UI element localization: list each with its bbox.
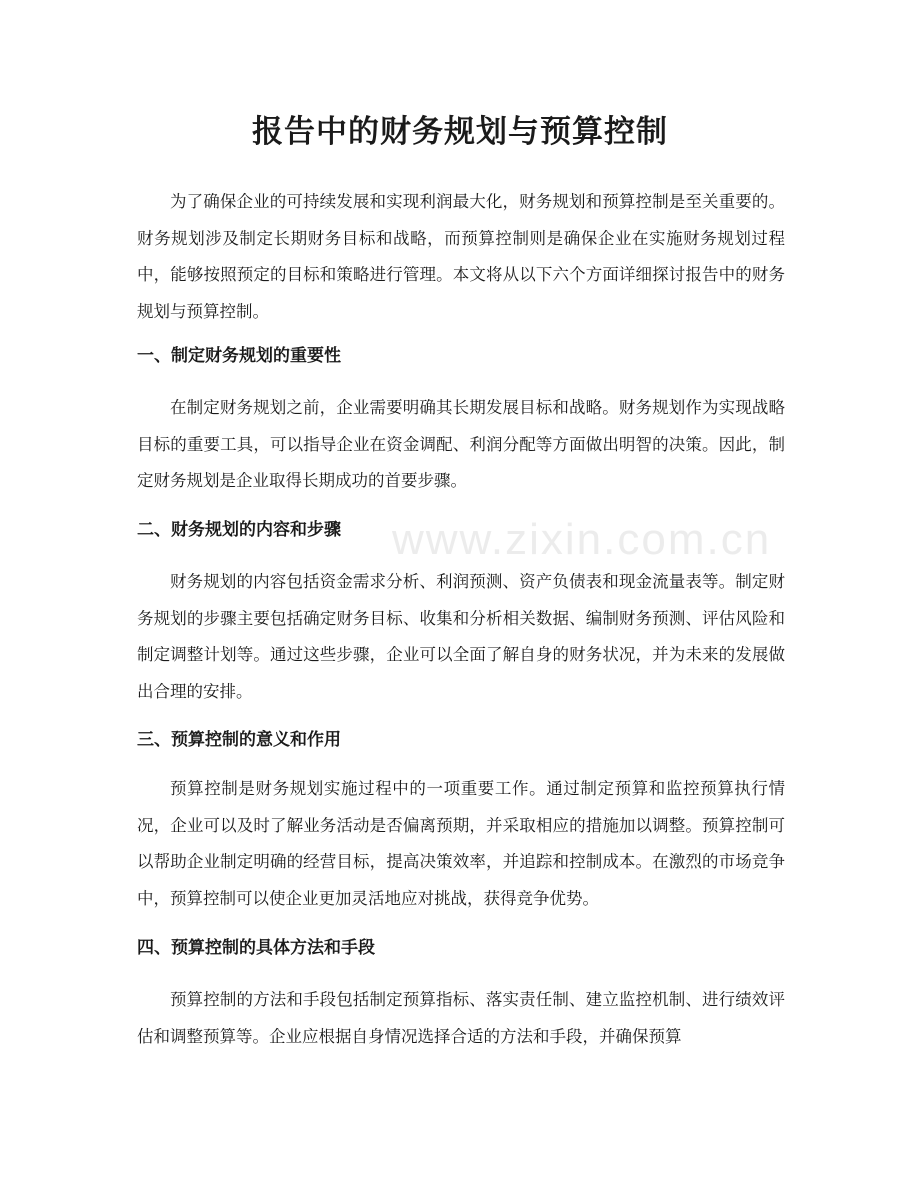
section-body-2: 财务规划的内容包括资金需求分析、利润预测、资产负债表和现金流量表等。制定财务规划的步骤主要包括确定财务目标、收集和分析相关数据、编制财务预测、评估风险和制定调整计划等。通过这些步骤，企业可以全面了解自身的财务状况，并为未来的发展做出合理的安排。 bbox=[137, 572, 785, 701]
section-body-3: 预算控制是财务规划实施过程中的一项重要工作。通过制定预算和监控预算执行情况，企业可以及时了解业务活动是否偏离预期，并采取相应的措施加以调整。预算控制可以帮助企业制定明确的经营目标，提高决策效率，并追踪和控制成本。在激烈的市场竞争中，预算控制可以使企业更加灵活地应对挑战，获得竞争优势。 bbox=[137, 779, 785, 908]
watermark: www.zixin.com.cn bbox=[392, 515, 772, 564]
intro-paragraph: 为了确保企业的可持续发展和实现利润最大化，财务规划和预算控制是至关重要的。财务规划涉及制定长期财务目标和战略，而预算控制则是确保企业在实施财务规划过程中，能够按照预定的目标和策略进行管理。本文将从以下六个方面详细探讨报告中的财务规划与预算控制。 bbox=[137, 192, 785, 321]
section-heading-2: 二、财务规划的内容和步骤 bbox=[137, 520, 341, 540]
section-heading-4: 四、预算控制的具体方法和手段 bbox=[137, 938, 375, 958]
section-heading-3: 三、预算控制的意义和作用 bbox=[137, 730, 341, 750]
section-heading-1: 一、制定财务规划的重要性 bbox=[137, 346, 341, 366]
section-body-4: 预算控制的方法和手段包括制定预算指标、落实责任制、建立监控机制、进行绩效评估和调整预算等。企业应根据自身情况选择合适的方法和手段，并确保预算 bbox=[137, 990, 785, 1046]
section-body-1: 在制定财务规划之前，企业需要明确其长期发展目标和战略。财务规划作为实现战略目标的重要工具，可以指导企业在资金调配、利润分配等方面做出明智的决策。因此，制定财务规划是企业取得长期成功的首要步骤。 bbox=[137, 398, 785, 490]
document-title: 报告中的财务规划与预算控制 bbox=[252, 114, 668, 150]
